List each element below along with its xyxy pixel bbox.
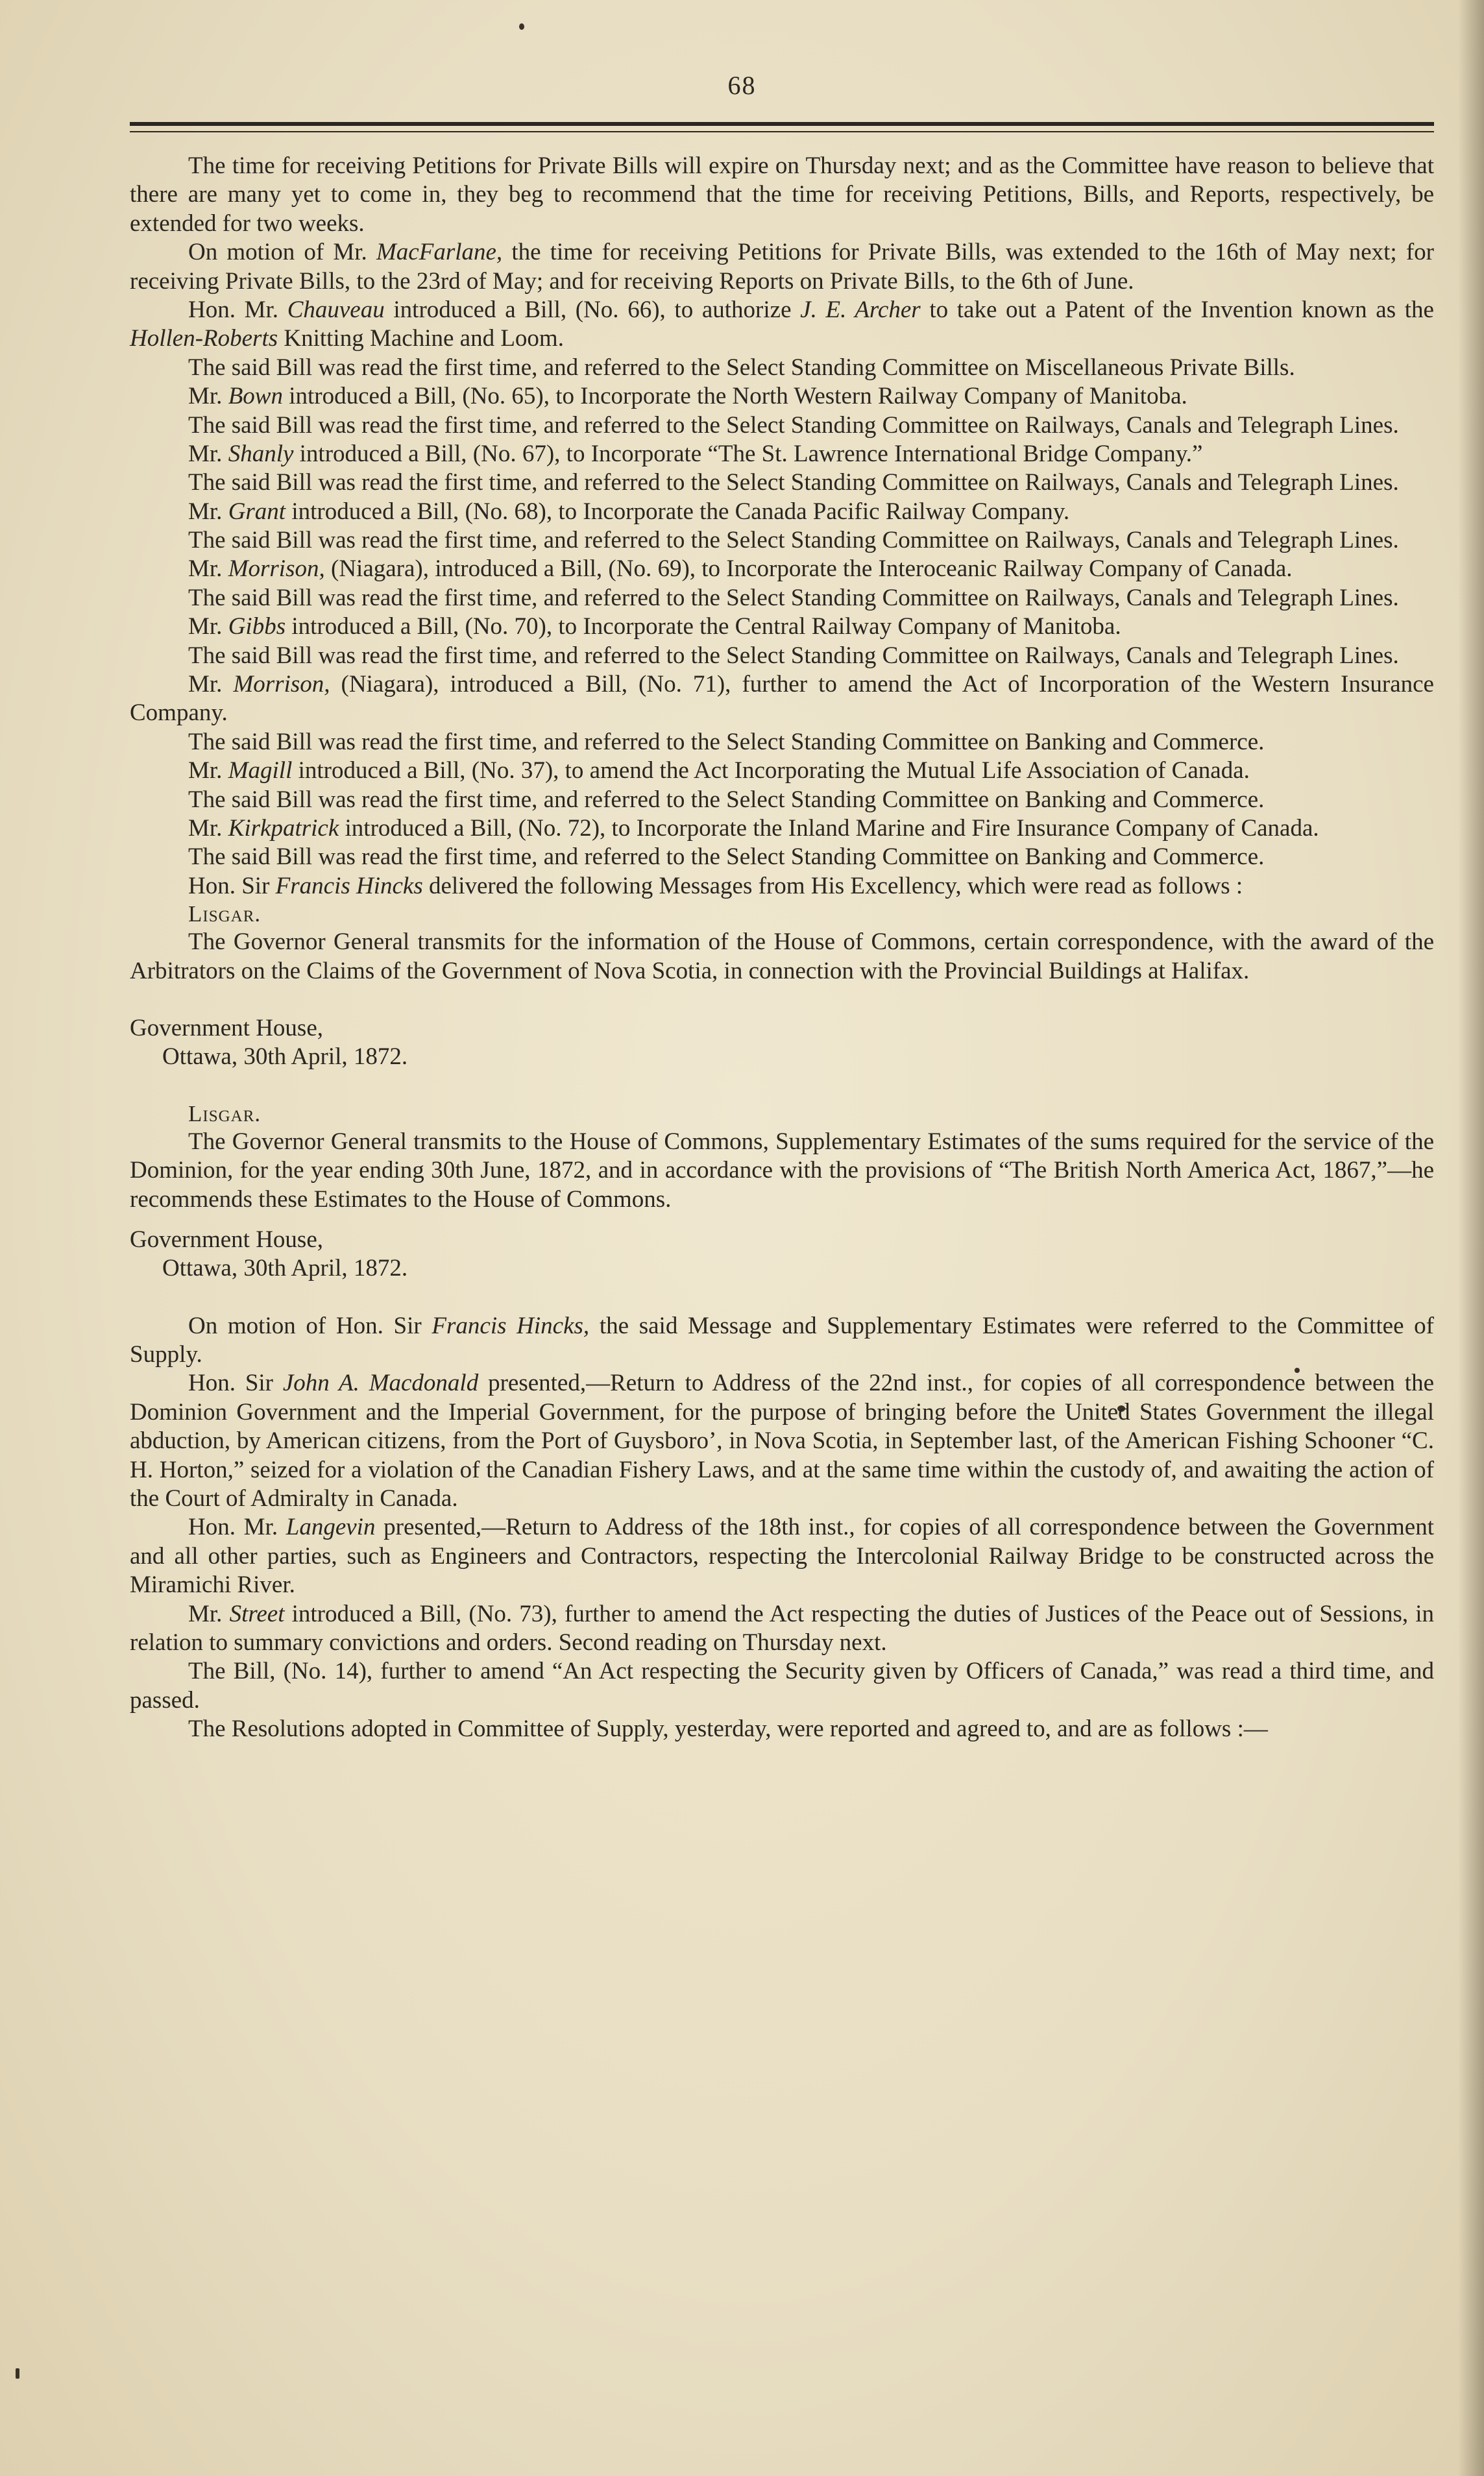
paragraph: Hon. Sir John A. Macdonald presented,—Return to Address of the 22nd inst., for copies of all correspondence between the Dominion Government and the Imperial Government, for the purpose of bringing before the United States Government the illegal abduction, by American citizens, from the Port of Guysboro’, in Nova Scotia, in September last, of the American Fishing Schooner “C. H. Horton,” seized for a violation of the Canadian Fishery Laws, and at the same time within the custody of, and awaiting the action of the Court of Admiralty in Canada. [130, 1370, 1434, 1512]
member-name: John A. Macdonald [282, 1370, 479, 1397]
paragraph: The Bill, (No. 14), further to amend “An Act respecting the Security given by Officers of Canada,” was read a third time, and passed. [130, 1658, 1434, 1714]
paragraph: The said Bill was read the first time, and referred to the Select Standing Committee on Banking and Commerce. [188, 844, 1265, 871]
address-line: Government House, [130, 1226, 323, 1253]
paragraph: The time for receiving Petitions for Private Bills will expire on Thursday next; and as the Committee have reason to believe that there are many yet to come in, they beg to recommend that the time for receiving Petitions, Bills, and Reports, respectively, be extended for two weeks. [130, 152, 1434, 237]
date-line: Ottawa, 30th April, 1872. [162, 1043, 408, 1071]
member-name: Street [229, 1600, 285, 1627]
member-name: Chauveau [287, 296, 385, 323]
member-name: Morrison, [228, 555, 325, 583]
member-name: Shanly [228, 440, 294, 467]
paragraph: On motion of Hon. Sir Francis Hincks, the said Message and Supplementary Estimates were referred to the Committee of Supply. [130, 1312, 1434, 1368]
paragraph: Mr. Gibbs introduced a Bill, (No. 70), to Incorporate the Central Railway Company of Manitoba. [188, 613, 1121, 640]
member-name: Morrison, [233, 671, 330, 698]
paragraph: Hon. Mr. Langevin presented,—Return to Address of the 18th inst., for copies of all correspondence between the Government and all other parties, such as Engineers and Contractors, respecting the Intercolonial Railway Bridge to be constructed across the Miramichi River. [130, 1514, 1434, 1599]
paragraph: Hon. Sir Francis Hincks delivered the following Messages from His Excellency, which were read as follows : [188, 872, 1243, 899]
paragraph: The said Bill was read the first time, and referred to the Select Standing Committee on Railways, Canals and Telegraph Lines. [188, 584, 1399, 611]
member-name: MacFarlane, [376, 239, 503, 266]
header-rule-thin [130, 131, 1434, 132]
paragraph: The said Bill was read the first time, and referred to the Select Standing Committee on Banking and Commerce. [188, 786, 1265, 813]
member-name: Francis Hincks, [432, 1312, 590, 1339]
header-rule [130, 122, 1434, 126]
member-name: Francis Hincks [275, 872, 423, 899]
paragraph: Mr. Grant introduced a Bill, (No. 68), to Incorporate the Canada Pacific Railway Company. [188, 498, 1070, 525]
paragraph: The said Bill was read the first time, and referred to the Select Standing Committee on Railways, Canals and Telegraph Lines. [188, 411, 1399, 439]
paragraph: Mr. Bown introduced a Bill, (No. 65), to Incorporate the North Western Railway Company of Manitoba. [188, 383, 1187, 410]
member-name: Bown [228, 383, 283, 410]
paragraph: Mr. Street introduced a Bill, (No. 73), further to amend the Act respecting the duties of Justices of the Peace out of Sessions, in relation to summary convictions and orders. Second reading on Thursday next. [130, 1600, 1434, 1656]
paragraph: Mr. Morrison, (Niagara), introduced a Bill, (No. 71), further to amend the Act of Incorporation of the Western Insurance Company. [130, 671, 1434, 727]
paragraph: The Resolutions adopted in Committee of Supply, yesterday, were reported and agreed to, and are as follows :— [188, 1716, 1268, 1743]
paragraph: The said Bill was read the first time, and referred to the Select Standing Committee on Railways, Canals and Telegraph Lines. [188, 469, 1399, 496]
signature: Lisgar. [188, 1100, 262, 1126]
page-edge-shadow [1458, 0, 1484, 2476]
paragraph: Mr. Kirkpatrick introduced a Bill, (No. 72), to Incorporate the Inland Marine and Fire Insurance Company of Canada. [188, 814, 1319, 842]
journal-text [130, 152, 1434, 1744]
member-name: Kirkpatrick [228, 814, 339, 842]
member-name: Langevin [286, 1514, 376, 1541]
invention-name: Hollen-Roberts [130, 325, 278, 352]
print-speck [16, 2368, 19, 2379]
member-name: Gibbs [228, 613, 286, 640]
member-name: Grant [228, 498, 286, 525]
member-name: Magill [228, 757, 293, 784]
paragraph: The said Bill was read the first time, and referred to the Select Standing Committee on Banking and Commerce. [188, 728, 1265, 755]
paragraph: The said Bill was read the first time, and referred to the Select Standing Committee on Railways, Canals and Telegraph Lines. [188, 642, 1399, 669]
signature: Lisgar. [188, 901, 262, 927]
paragraph: Mr. Magill introduced a Bill, (No. 37), to amend the Act Incorporating the Mutual Life Association of Canada. [188, 757, 1250, 784]
paragraph: Hon. Mr. Chauveau introduced a Bill, (No. 66), to authorize J. E. Archer to take out a Patent of the Invention known as the Hollen-Roberts Knitting Machine and Loom. [130, 296, 1434, 352]
paragraph: Mr. Shanly introduced a Bill, (No. 67), to Incorporate “The St. Lawrence International Bridge Company.” [188, 440, 1203, 467]
page-number: 68 [727, 71, 757, 100]
paragraph: Mr. Morrison, (Niagara), introduced a Bill, (No. 69), to Incorporate the Interoceanic Railway Company of Canada. [188, 555, 1293, 583]
paragraph: The said Bill was read the first time, and referred to the Select Standing Committee on Miscellaneous Private Bills. [188, 354, 1295, 381]
paragraph: The said Bill was read the first time, and referred to the Select Standing Committee on Railways, Canals and Telegraph Lines. [188, 527, 1399, 554]
paragraph: On motion of Mr. MacFarlane, the time for receiving Petitions for Private Bills, was extended to the 16th of May next; for receiving Private Bills, to the 23rd of May; and for receiving Reports on Private Bills, to the 6th of June. [130, 239, 1434, 295]
person-name: J. E. Archer [800, 296, 921, 323]
address-line: Government House, [130, 1014, 323, 1041]
date-line: Ottawa, 30th April, 1872. [162, 1255, 408, 1282]
print-speck [519, 23, 524, 30]
message-text: The Governor General transmits for the information of the House of Commons, certain correspondence, with the award of the Arbitrators on the Claims of the Government of Nova Scotia, in connection with the Provincial Buildings at Halifax. [130, 929, 1434, 984]
message-text: The Governor General transmits to the House of Commons, Supplementary Estimates of the sums required for the service of the Dominion, for the year ending 30th June, 1872, and in accordance with the provisions of “The British North America Act, 1867,”—he recommends these Estimates to the House of Commons. [130, 1128, 1434, 1213]
